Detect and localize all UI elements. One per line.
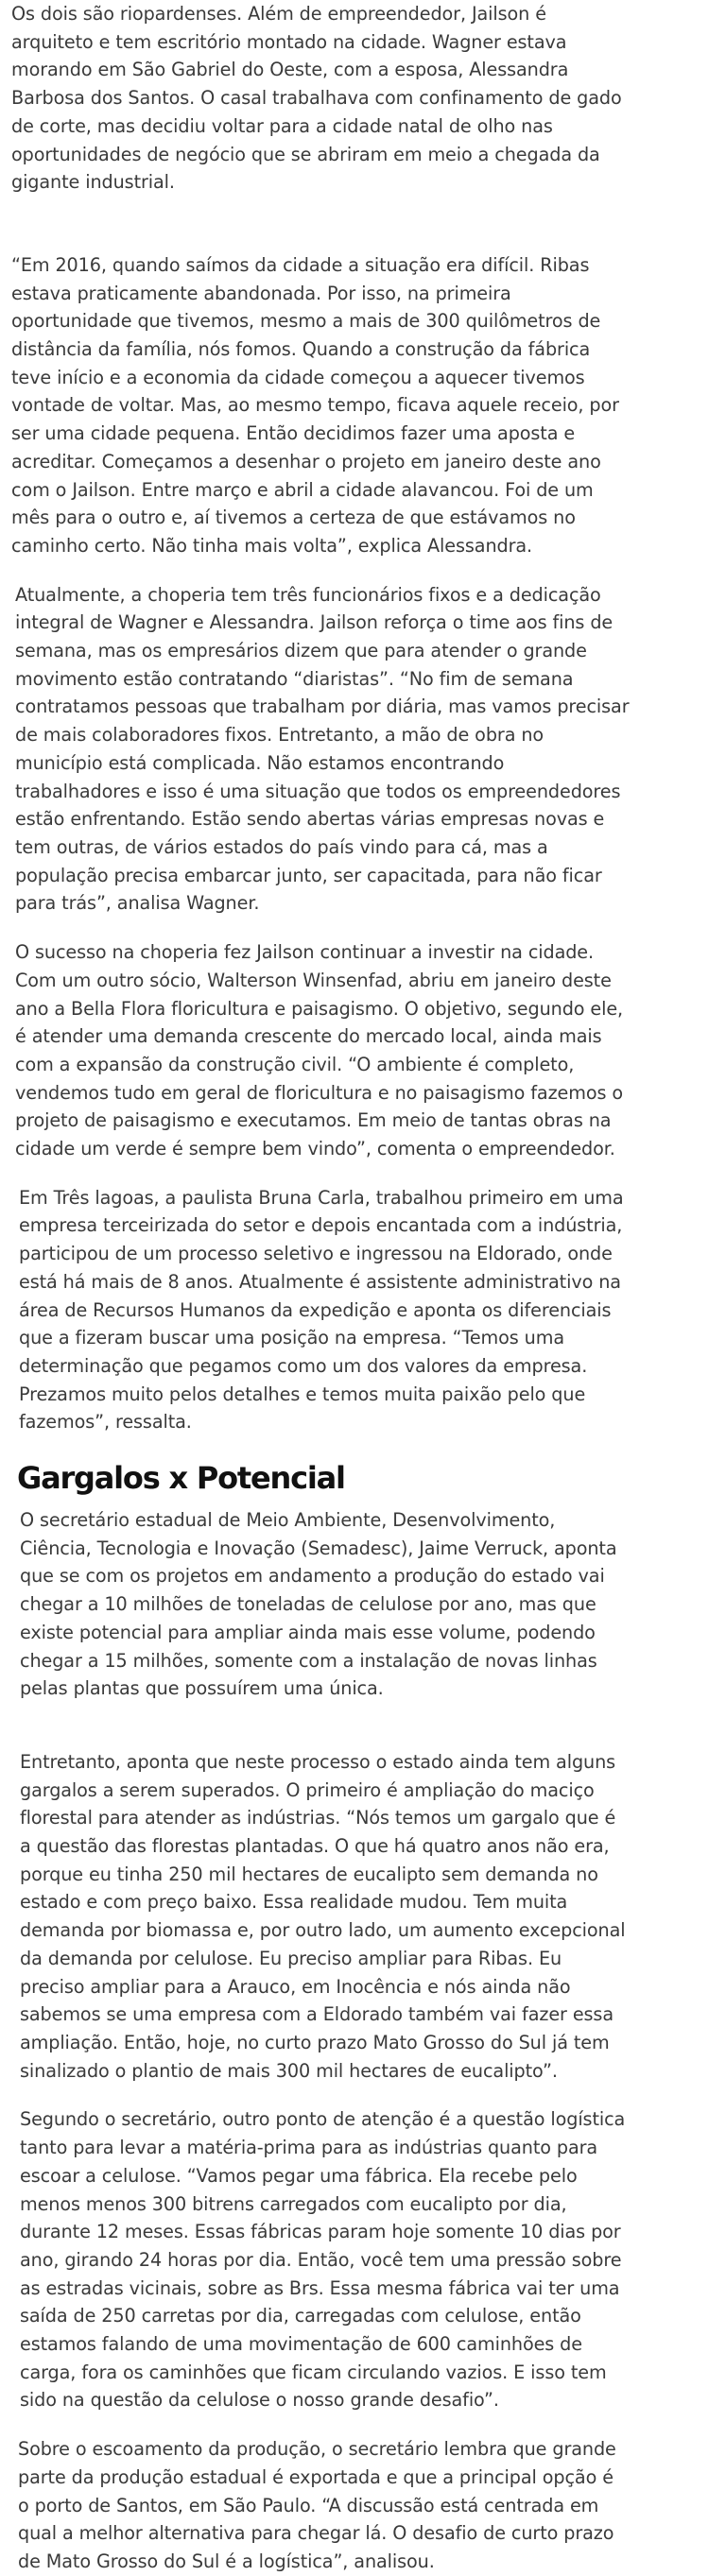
heading-spacer <box>0 1436 726 1459</box>
paragraph-spacer <box>0 918 726 938</box>
article-paragraph: Atualmente, a choperia tem três funcionários fixos e a dedicação integral de Wagner e Alessandra. Jailson reforça o time aos fins de semana, mas os empresários dizem que para atender o grande movimento estão contratando “diaristas”. “No fim de semana contratamos pessoas que trabalham por diária, mas vamos precisar de mais colaboradores fixos. Entretanto, a mão de obra no município está complicada. Não estamos encontrando trabalhadores e isso é uma situação que todos os empreendedores estão enfrentando. Estão sendo abertas várias empresas novas e tem outras, de vários estados do país vindo para cá, mas a população precisa embarcar junto, ser capacitada, para não ficar para trás”, analisa Wagner. <box>15 583 630 915</box>
heading-spacer <box>0 1497 726 1506</box>
paragraph-spacer <box>0 2085 726 2105</box>
paragraph-spacer <box>0 2414 726 2435</box>
paragraph-spacer <box>0 1703 726 1748</box>
paragraph-spacer <box>0 1163 726 1184</box>
paragraph-spacer <box>0 197 726 251</box>
section-heading: Gargalos x Potencial <box>17 1460 345 1497</box>
article-paragraph: Sobre o escoamento da produção, o secretário lembra que grande parte da produção estadual é exportada e que a principal opção é o porto de Santos, em São Paulo. “A discussão está centrada em qual a melhor alternativa para chegar lá. O desafio de curto prazo de Mato Grosso do Sul é a logística”, analisou. <box>18 2438 616 2572</box>
article-paragraph: O sucesso na choperia fez Jailson continuar a investir na cidade. Com um outro sócio, Walterson Winsenfad, abriu em janeiro deste ano a Bella Flora floricultura e paisagismo. O objetivo, segundo ele, é atender uma demanda crescente do mercado local, ainda mais com a expansão da construção civil. “O ambiente é completo, vendemos tudo em geral de floricultura e no paisagismo fazemos o projeto de paisagismo e executamos. Em meio de tantas obras na cidade um verde é sempre bem vindo”, comenta o empreendedor. <box>15 941 624 1160</box>
article-paragraph: Os dois são riopardenses. Além de empreendedor, Jailson é arquiteto e tem escritório montado na cidade. Wagner estava morando em São Gabriel do Oeste, com a esposa, Alessandra Barbosa dos Santos. O casal trabalhava com confinamento de gado de corte, mas decidiu voltar para a cidade natal de olho nas oportunidades de negócio que se abriram em meio a chegada da gigante industrial. <box>11 3 622 194</box>
article-paragraph: Segundo o secretário, outro ponto de atenção é a questão logística tanto para levar a matéria-prima para as indústrias quanto para escoar a celulose. “Vamos pegar uma fábrica. Ela recebe pelo menos menos 300 bitrens carregados com eucalipto por dia, durante 12 meses. Essas fábricas param hoje somente 10 dias por ano, girando 24 horas por dia. Então, você tem uma pressão sobre as estradas vicinais, sobre as Brs. Essa mesma fábrica vai ter uma saída de 250 carretas por dia, carregadas com celulose, então estamos falando de uma movimentação de 600 caminhões de carga, fora os caminhões que ficam circulando vazios. E isso tem sido na questão da celulose o nosso grande desafio”. <box>20 2108 626 2412</box>
article-paragraph: Entretanto, aponta que neste processo o estado ainda tem alguns gargalos a serem superados. O primeiro é ampliação do maciço florestal para atender as indústrias. “Nós temos um gargalo que é a questão das florestas plantadas. O que há quatro anos não era, porque eu tinha 250 mil hectares de eucalipto sem demanda no estado e com preço baixo. Essa realidade mudou. Tem muita demanda por biomassa e, por outro lado, um aumento excepcional da demanda por celulose. Eu preciso ampliar para Ribas. Eu preciso ampliar para a Arauco, em Inocência e nós ainda não sabemos se uma empresa com a Eldorado também vai fazer essa ampliação. Então, hoje, no curto prazo Mato Grosso do Sul já tem sinalizado o plantio de mais 300 mil hectares de eucalipto”. <box>20 1750 626 2082</box>
article-paragraph: O secretário estadual de Meio Ambiente, Desenvolvimento, Ciência, Tecnologia e Inovação (Semadesc), Jaime Verruck, aponta que se com os projetos em andamento a produção do estado vai chegar a 10 milhões de toneladas de celulose por ano, mas que existe potencial para ampliar ainda mais esse volume, podendo chegar a 15 milhões, somente com a instalação de novas linhas pelas plantas que possuírem uma única. <box>20 1509 617 1700</box>
article-paragraph: “Em 2016, quando saímos da cidade a situação era difícil. Ribas estava praticamente abandonada. Por isso, na primeira oportunidade que tivemos, mesmo a mais de 300 quilômetros de distância da família, nós fomos. Quando a construção da fábrica teve início e a economia da cidade começou a aquecer tivemos vontade de voltar. Mas, ao mesmo tempo, ficava aquele receio, por ser uma cidade pequena. Então decidimos fazer uma aposta e acreditar. Começamos a desenhar o projeto em janeiro deste ano com o Jailson. Entre março e abril a cidade alavancou. Foi de um mês para o outro e, aí tivemos a certeza de que estávamos no caminho certo. Não tinha mais volta”, explica Alessandra. <box>11 253 619 557</box>
paragraph-spacer <box>0 560 726 581</box>
article-paragraph: Em Três lagoas, a paulista Bruna Carla, trabalhou primeiro em uma empresa terceirizada do setor e depois encantada com a indústria, participou de um processo seletivo e ingressou na Eldorado, onde está há mais de 8 anos. Atualmente é assistente administrativo na área de Recursos Humanos da expedição e aponta os diferenciais que a fizeram buscar uma posição na empresa. “Temos uma determinação que pegamos como um dos valores da empresa. Prezamos muito pelos detalhes e temos muita paixão pelo que fazemos”, ressalta. <box>19 1186 624 1434</box>
